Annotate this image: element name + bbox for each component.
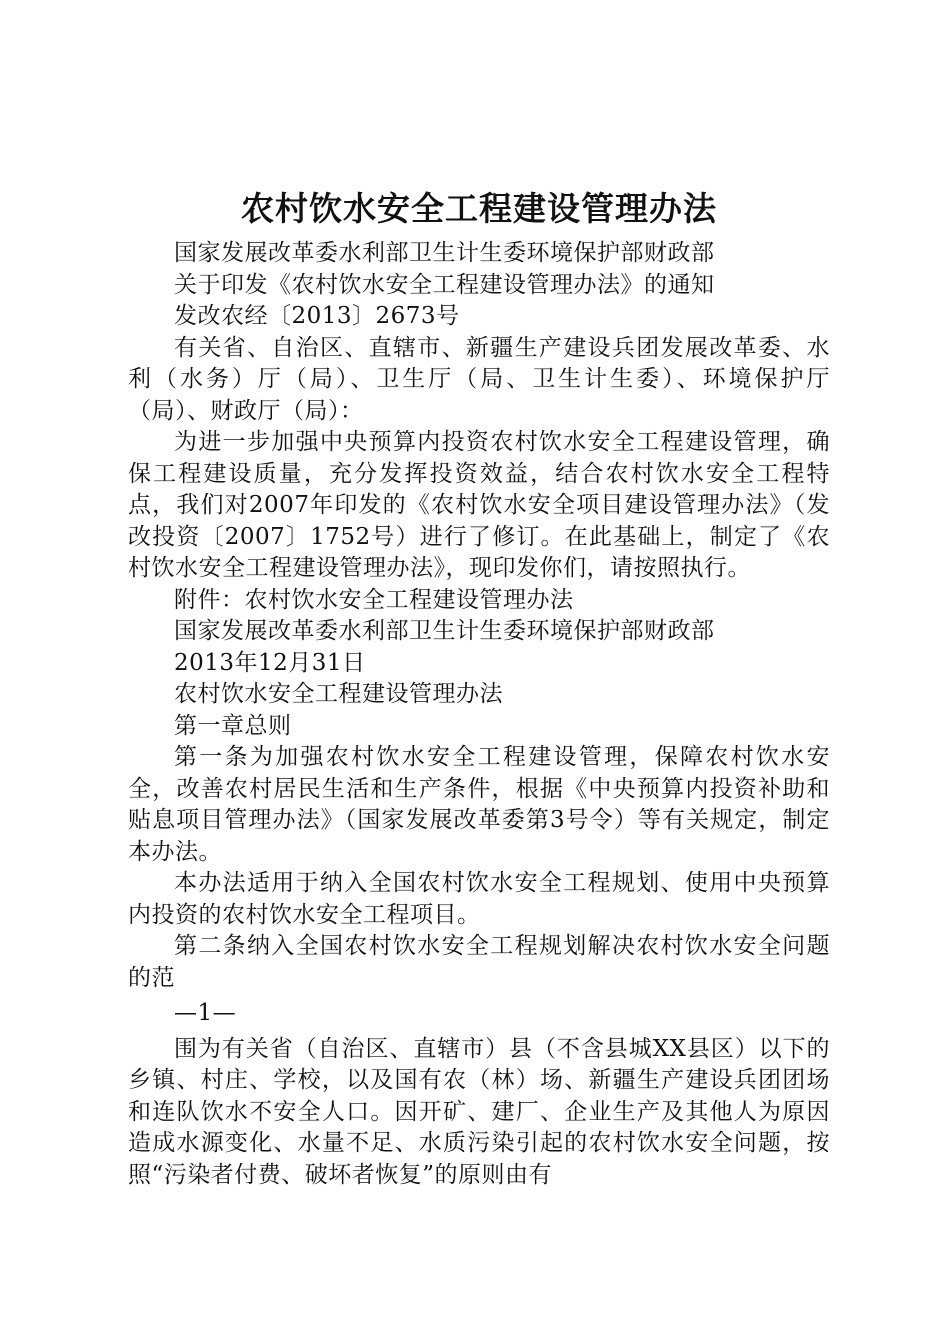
issuing-agencies: 国家发展改革委水利部卫生计生委环境保护部财政部 xyxy=(174,240,715,266)
document-page xyxy=(128,186,830,1191)
article-1: 第一条为加强农村饮水安全工程建设管理，保障农村饮水安全，改善农村居民生活和生产条件，根据《中央预算内投资补助和贴息项目管理办法》（国家发展改革委第3号令）等有关规定，制定本办法。 xyxy=(128,744,830,865)
article-2-start: 第二条纳入全国农村饮水安全工程规划解决农村饮水安全问题的范 xyxy=(128,933,830,991)
notice-body: 为进一步加强中央预算内投资农村饮水安全工程建设管理，确保工程建设质量，充分发挥投资效益，结合农村饮水安全工程特点，我们对2007年印发的《农村饮水安全项目建设管理办法》（发改投资〔2007〕1752号）进行了修订。在此基础上，制定了《农村饮水安全工程建设管理办法》，现印发你们，请按照执行。 xyxy=(128,429,830,581)
article-2-continued: 围为有关省（自治区、直辖市）县（不含县城XX县区）以下的乡镇、村庄、学校，以及国有农（林）场、新疆生产建设兵团团场和连队饮水不安全人口。因开矿、建厂、企业生产及其他人为原因造成水源变化、水量不足、水质污染引起的农村饮水安全问题，按照“污染者付费、破坏者恢复”的原则由有 xyxy=(128,1035,830,1188)
chapter-heading: 第一章总则 xyxy=(174,712,292,739)
issue-date: 2013年12月31日 xyxy=(174,649,366,676)
attachment-line: 附件：农村饮水安全工程建设管理办法 xyxy=(174,586,574,613)
scope-paragraph: 本办法适用于纳入全国农村饮水安全工程规划、使用中央预算内投资的农村饮水安全工程项目。 xyxy=(128,870,830,928)
notice-title: 关于印发《农村饮水安全工程建设管理办法》的通知 xyxy=(174,271,715,298)
document-number: 发改农经〔2013〕2673号 xyxy=(174,303,460,329)
addressees: 有关省、自治区、直辖市、新疆生产建设兵团发展改革委、水利（水务）厅（局）、卫生厅（局、卫生计生委）、环境保护厅（局）、财政厅（局）： xyxy=(128,334,830,424)
document-title: 农村饮水安全工程建设管理办法 xyxy=(241,189,717,228)
attachment-title: 农村饮水安全工程建设管理办法 xyxy=(174,681,503,707)
page-number: —1— xyxy=(174,1000,237,1026)
signatory-agencies: 国家发展改革委水利部卫生计生委环境保护部财政部 xyxy=(174,618,715,644)
